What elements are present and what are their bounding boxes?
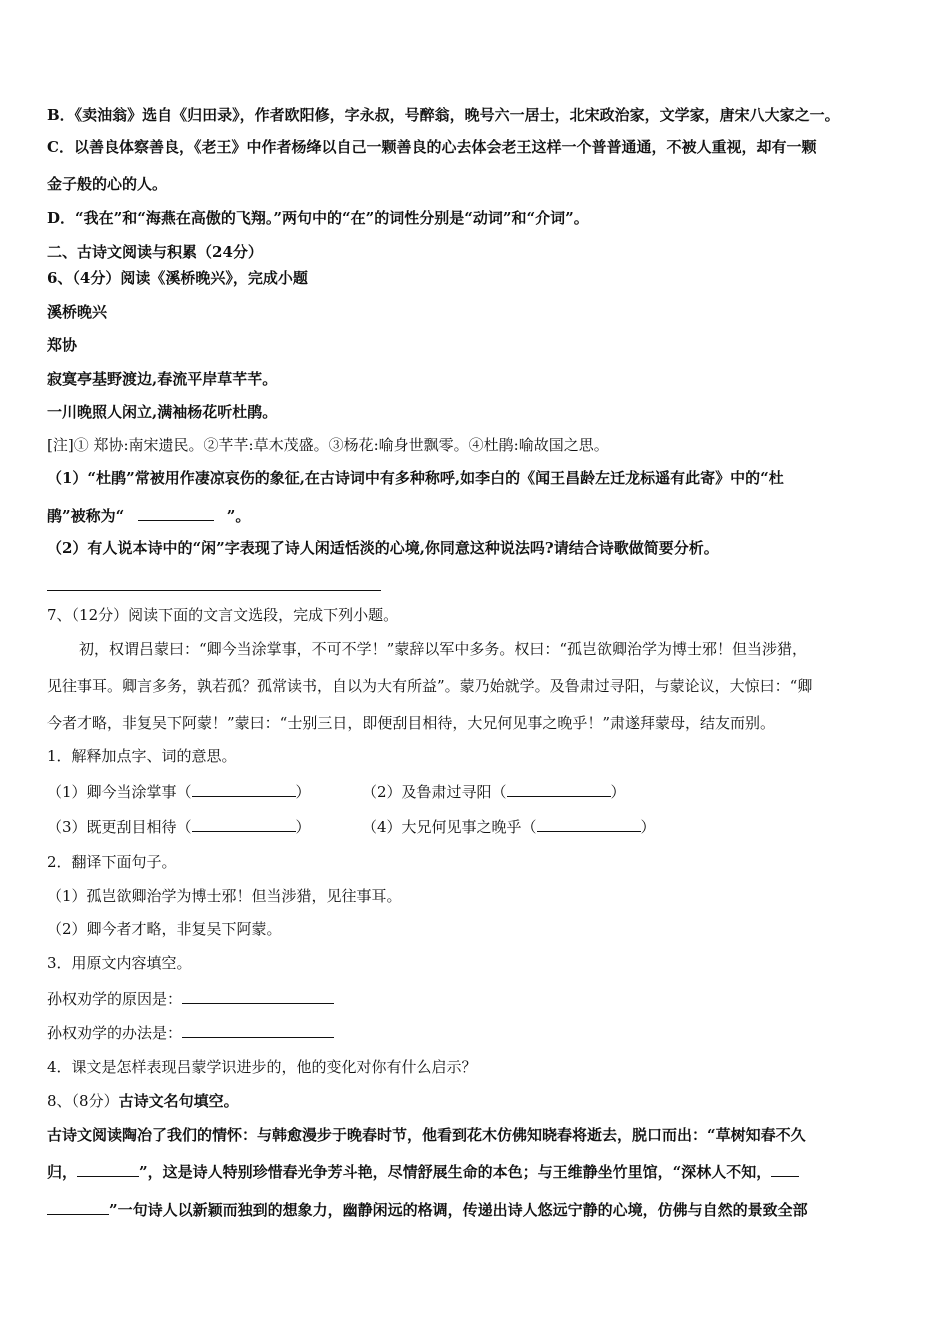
q7-item3: 3．用原文内容填空。 <box>47 954 192 972</box>
q7-item3-a <box>47 988 334 1009</box>
q8-text: ”一句诗人以新颖而独到的想象力，幽静闲远的格调，传递出诗人悠远宁静的心境，仿佛与自然的景致全部 <box>109 1201 808 1219</box>
q8-number: 8、（8分） <box>47 1092 119 1110</box>
q7-item1-a <box>47 781 311 802</box>
q6-intro: 6、（4分）阅读《溪桥晚兴》，完成小题 <box>47 269 308 287</box>
item1-b-text: （2）及鲁肃过寻阳（ <box>362 783 507 801</box>
q7-intro: 7、（12分）阅读下面的文言文选段，完成下列小题。 <box>47 606 399 624</box>
item3-b-text: 孙权劝学的办法是： <box>47 1024 183 1042</box>
q7-item2: 2．翻译下面句子。 <box>47 853 177 871</box>
q8-intro <box>47 1091 239 1111</box>
paren-close: ） <box>640 818 656 836</box>
option-c-line2: 金子般的心的人。 <box>47 175 168 193</box>
q7-item2-b: （2）卿今者才略，非复吴下阿蒙。 <box>47 920 282 938</box>
q7-item2-a: （1）孤岂欲卿治学为博士邪！但当涉猎，见往事耳。 <box>47 887 402 905</box>
answer-blank[interactable] <box>77 1161 139 1177</box>
answer-blank[interactable] <box>537 816 641 832</box>
q7-item1-c <box>47 816 311 837</box>
q6-sub1-text: 鹃”被称为“ <box>47 507 125 525</box>
option-b: B．《卖油翁》选自《归田录》，作者欧阳修，字永叔，号醉翁，晚号六一居士，北宋政治家，文学家，唐宋八大家之一。 <box>47 106 840 124</box>
poem-line-2: 一川晚照人闲立,满袖杨花听杜鹃。 <box>47 403 278 421</box>
q6-sub1-line2 <box>47 505 250 526</box>
poem-author: 郑协 <box>47 336 78 354</box>
q7-item3-b <box>47 1022 334 1043</box>
q7-item4: 4．课文是怎样表现吕蒙学识进步的，他的变化对你有什么启示？ <box>47 1058 477 1076</box>
q8-title: 古诗文名句填空。 <box>118 1092 239 1110</box>
q8-text: 归， <box>47 1163 78 1181</box>
answer-blank[interactable] <box>192 816 296 832</box>
answer-line[interactable] <box>47 590 381 591</box>
poem-title: 溪桥晚兴 <box>47 303 108 321</box>
answer-blank[interactable] <box>192 781 296 797</box>
q7-item1-b <box>362 781 626 802</box>
option-c-line1: C．以善良体察善良，《老王》中作者杨绛以自己一颗善良的心去体会老王这样一个普普通通，不被人重视，却有一颗 <box>47 138 817 156</box>
answer-blank[interactable] <box>771 1161 799 1177</box>
answer-blank[interactable] <box>182 1022 334 1038</box>
paren-close: ） <box>295 818 311 836</box>
section-heading: 二、古诗文阅读与积累（24分） <box>47 243 263 261</box>
item1-d-text: （4）大兄何见事之晚乎（ <box>362 818 537 836</box>
item1-c-text: （3）既更刮目相待（ <box>47 818 192 836</box>
answer-blank[interactable] <box>182 988 334 1004</box>
answer-blank[interactable] <box>47 1199 109 1215</box>
item3-a-text: 孙权劝学的原因是： <box>47 990 183 1008</box>
option-d: D．“我在”和“海燕在高傲的飞翔。”两句中的“在”的词性分别是“动词”和“介词”。 <box>47 209 589 227</box>
poem-note: [注]① 郑协:南宋遗民。②芊芊:草木茂盛。③杨花:喻身世飘零。④杜鹃:喻故国之思。 <box>47 436 609 454</box>
q8-line-2 <box>47 1161 799 1182</box>
poem-line-1: 寂寞亭基野渡边,春流平岸草芊芊。 <box>47 370 278 388</box>
q8-line-3 <box>47 1199 808 1220</box>
q6-sub1-line1: （1）“杜鹃”常被用作凄凉哀伤的象征,在古诗词中有多种称呼,如李白的《闻王昌龄左迁龙标遥有此寄》中的“杜 <box>47 469 784 487</box>
q7-item1-d <box>362 816 656 837</box>
q6-sub2: （2）有人说本诗中的“闲”字表现了诗人闲适恬淡的心境,你同意这种说法吗?请结合诗歌做简要分析。 <box>47 539 719 557</box>
passage-line-2: 见往事耳。卿言多务，孰若孤？孤常读书，自以为大有所益”。蒙乃始就学。及鲁肃过寻阳，与蒙论议，大惊曰：“卿 <box>47 677 813 695</box>
q8-line-1: 古诗文阅读陶冶了我们的情怀：与韩愈漫步于晚春时节，他看到花木仿佛知晓春将逝去，脱口而出：“草树知春不久 <box>47 1126 806 1144</box>
paren-close: ） <box>295 783 311 801</box>
q7-item1: 1．解释加点字、词的意思。 <box>47 747 237 765</box>
passage-line-3: 今者才略，非复吴下阿蒙！”蒙曰：“士别三日，即便刮目相待，大兄何见事之晚乎！”肃遂拜蒙母，结友而别。 <box>47 714 776 732</box>
q8-text: ”，这是诗人特别珍惜春光争芳斗艳，尽情舒展生命的本色；与王维静坐竹里馆，“深林人不知， <box>139 1163 772 1181</box>
answer-blank[interactable] <box>138 505 214 521</box>
answer-blank[interactable] <box>507 781 611 797</box>
item1-a-text: （1）卿今当涂掌事（ <box>47 783 192 801</box>
passage-line-1: 初，权谓吕蒙曰：“卿今当涂掌事，不可不学！”蒙辞以军中多务。权曰：“孤岂欲卿治学为博士邪！但当涉猎， <box>79 640 808 658</box>
paren-close: ） <box>610 783 626 801</box>
q6-sub1-close: ”。 <box>226 507 251 525</box>
